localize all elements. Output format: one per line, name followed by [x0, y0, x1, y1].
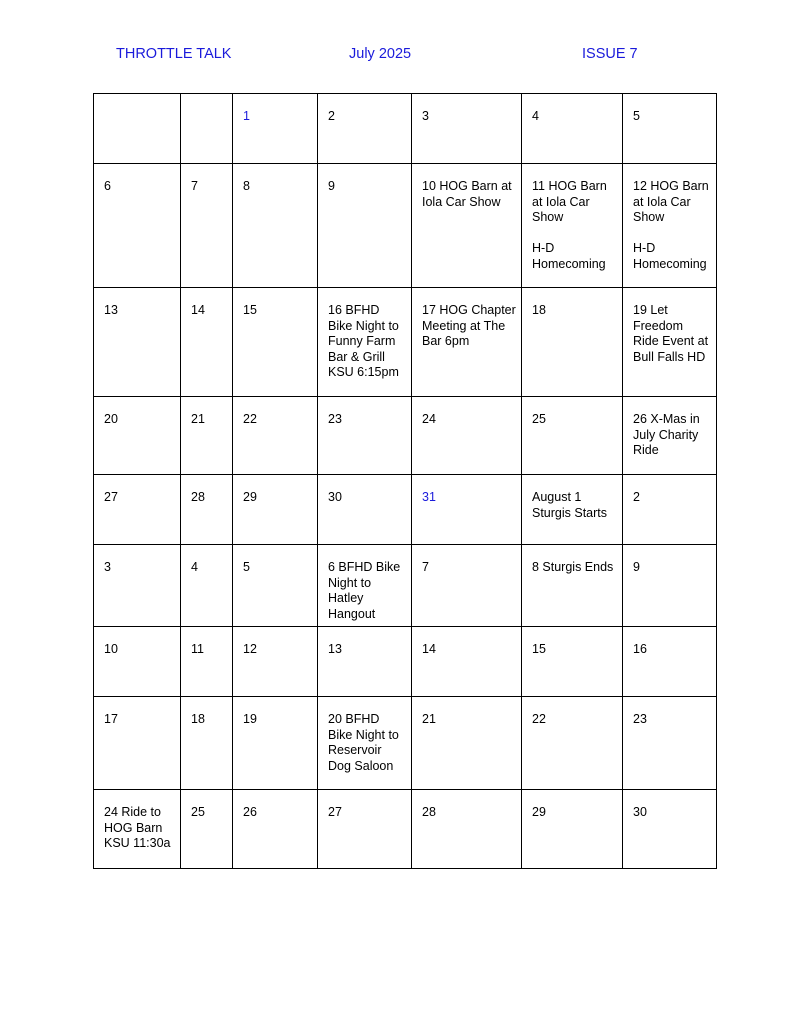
- calendar-week-row: [94, 164, 717, 288]
- calendar-day-text: 22: [243, 412, 257, 426]
- calendar-day-text: 6 BFHD Bike Night to Hatley Hangout: [328, 560, 401, 621]
- calendar-day-text: 12: [243, 642, 257, 656]
- calendar-day-text: 5: [633, 109, 640, 123]
- calendar-day-text: 31: [422, 490, 436, 504]
- calendar-day-cell: [233, 790, 318, 869]
- calendar-week-row: [94, 94, 717, 164]
- calendar-day-text: 10: [104, 642, 118, 656]
- calendar-day-text: 15: [243, 303, 257, 317]
- calendar-day-cell: [318, 94, 412, 164]
- calendar-day-text: 22: [532, 712, 546, 726]
- month-title: July 2025: [349, 46, 412, 62]
- calendar-day-cell: [181, 397, 233, 475]
- calendar-day-cell: [181, 697, 233, 790]
- calendar-day-cell: [522, 475, 623, 545]
- calendar-day-text: 20: [104, 412, 118, 426]
- calendar-day-cell: [94, 288, 181, 397]
- calendar-day-cell: [412, 288, 522, 397]
- calendar-day-text: 2: [633, 490, 640, 504]
- calendar-day-cell: [412, 397, 522, 475]
- calendar-day-cell: [623, 164, 717, 288]
- calendar-day-cell: [412, 475, 522, 545]
- calendar-day-text: 29: [532, 805, 546, 819]
- calendar-day-text: 13: [104, 303, 118, 317]
- calendar-day-cell: [623, 697, 717, 790]
- newsletter-title: THROTTLE TALK: [116, 46, 232, 62]
- calendar-day-text: 21: [191, 412, 205, 426]
- calendar-day-cell: [318, 475, 412, 545]
- calendar-day-cell: [181, 94, 233, 164]
- calendar-day-cell: [623, 790, 717, 869]
- calendar-week-row: [94, 397, 717, 475]
- calendar-day-text: 13: [328, 642, 342, 656]
- calendar-day-cell: [318, 164, 412, 288]
- calendar-day-cell: [181, 164, 233, 288]
- calendar-day-cell: [623, 475, 717, 545]
- calendar-day-text: 8: [243, 179, 250, 193]
- calendar-day-cell: [623, 288, 717, 397]
- calendar-day-text: 14: [191, 303, 205, 317]
- calendar-day-text: 6: [104, 179, 111, 193]
- calendar-day-cell: [318, 697, 412, 790]
- calendar-day-cell: [522, 397, 623, 475]
- calendar-day-cell: [318, 288, 412, 397]
- calendar-day-cell: [181, 627, 233, 697]
- calendar-day-cell: [181, 790, 233, 869]
- calendar-day-text: 19: [243, 712, 257, 726]
- calendar-day-cell: [522, 545, 623, 627]
- calendar-day-cell: [412, 164, 522, 288]
- calendar-day-text: 10 HOG Barn at Iola Car Show: [422, 179, 512, 209]
- calendar-day-cell: [233, 288, 318, 397]
- calendar-day-cell: [94, 475, 181, 545]
- calendar-day-text: 7: [422, 560, 429, 574]
- calendar-day-cell: [181, 545, 233, 627]
- calendar-week-row: [94, 627, 717, 697]
- calendar-day-text: August 1 Sturgis Starts: [532, 490, 608, 520]
- events-calendar: [93, 93, 717, 869]
- calendar-day-text: 9: [328, 179, 335, 193]
- calendar-day-text: 11: [191, 642, 204, 656]
- calendar-day-cell: [233, 94, 318, 164]
- calendar-day-text: 7: [191, 179, 198, 193]
- calendar-day-text: 16: [633, 642, 647, 656]
- calendar-day-text: 3: [422, 109, 429, 123]
- calendar-day-cell: [233, 164, 318, 288]
- calendar-day-cell: [412, 627, 522, 697]
- calendar-day-cell: [522, 697, 623, 790]
- calendar-day-text: 27: [328, 805, 342, 819]
- calendar-day-text: 17: [104, 712, 118, 726]
- calendar-day-cell: [412, 790, 522, 869]
- calendar-day-cell: [412, 545, 522, 627]
- calendar-day-text: 12 HOG Barn at Iola Car Show H-D Homecoming: [633, 179, 709, 271]
- calendar-day-text: 21: [422, 712, 436, 726]
- calendar-week-row: [94, 697, 717, 790]
- calendar-day-text: 17 HOG Chapter Meeting at The Bar 6pm: [422, 303, 516, 348]
- calendar-day-cell: [233, 475, 318, 545]
- calendar-day-text: 4: [191, 560, 198, 574]
- calendar-day-cell: [94, 697, 181, 790]
- calendar-day-cell: [412, 94, 522, 164]
- calendar-day-text: 29: [243, 490, 257, 504]
- calendar-day-cell: [623, 545, 717, 627]
- calendar-day-text: 24 Ride to HOG Barn KSU 11:30a: [104, 805, 171, 850]
- calendar-day-cell: [318, 545, 412, 627]
- calendar-day-text: 26: [243, 805, 257, 819]
- calendar-day-text: 15: [532, 642, 546, 656]
- calendar-day-cell: [623, 397, 717, 475]
- calendar-day-text: 23: [633, 712, 647, 726]
- calendar-day-cell: [94, 545, 181, 627]
- calendar-day-text: 1: [243, 109, 250, 123]
- calendar-day-text: 28: [422, 805, 436, 819]
- calendar-day-text: 4: [532, 109, 539, 123]
- calendar-day-cell: [522, 627, 623, 697]
- calendar-day-cell: [318, 627, 412, 697]
- calendar-day-text: 25: [191, 805, 205, 819]
- calendar-day-cell: [181, 288, 233, 397]
- calendar-day-cell: [94, 94, 181, 164]
- calendar-day-text: 8 Sturgis Ends: [532, 560, 614, 574]
- calendar-day-cell: [522, 94, 623, 164]
- calendar-day-text: 26 X-Mas in July Charity Ride: [633, 412, 700, 457]
- calendar-week-row: [94, 288, 717, 397]
- calendar-day-text: 18: [532, 303, 546, 317]
- calendar-day-text: 30: [328, 490, 342, 504]
- calendar-day-cell: [623, 627, 717, 697]
- calendar-day-cell: [522, 164, 623, 288]
- calendar-day-text: 16 BFHD Bike Night to Funny Farm Bar & Grill KSU 6:15pm: [328, 303, 399, 379]
- calendar-week-row: [94, 790, 717, 869]
- calendar-day-cell: [318, 397, 412, 475]
- calendar-day-cell: [94, 397, 181, 475]
- calendar-day-cell: [233, 627, 318, 697]
- calendar-day-text: 27: [104, 490, 118, 504]
- calendar-day-cell: [233, 397, 318, 475]
- calendar-day-cell: [94, 627, 181, 697]
- calendar-day-text: 30: [633, 805, 647, 819]
- calendar-day-cell: [623, 94, 717, 164]
- calendar-day-cell: [94, 164, 181, 288]
- calendar-day-cell: [412, 697, 522, 790]
- calendar-week-row: [94, 545, 717, 627]
- calendar-day-text: 9: [633, 560, 640, 574]
- calendar-day-text: 5: [243, 560, 250, 574]
- calendar-day-cell: [94, 790, 181, 869]
- calendar-day-text: 11 HOG Barn at Iola Car Show H-D Homecoming: [532, 179, 607, 271]
- calendar-day-cell: [318, 790, 412, 869]
- calendar-day-cell: [233, 697, 318, 790]
- calendar-day-text: 20 BFHD Bike Night to Reservoir Dog Saloon: [328, 712, 399, 773]
- calendar-day-text: 18: [191, 712, 205, 726]
- calendar-day-text: 19 Let Freedom Ride Event at Bull Falls HD: [633, 303, 709, 364]
- calendar-day-text: 2: [328, 109, 335, 123]
- calendar-day-text: 23: [328, 412, 342, 426]
- calendar-day-cell: [181, 475, 233, 545]
- calendar-day-text: 14: [422, 642, 436, 656]
- calendar-day-text: 28: [191, 490, 205, 504]
- calendar-day-text: 25: [532, 412, 546, 426]
- calendar-day-text: 24: [422, 412, 436, 426]
- calendar-day-cell: [233, 545, 318, 627]
- calendar-week-row: [94, 475, 717, 545]
- calendar-day-cell: [522, 790, 623, 869]
- calendar-day-text: 3: [104, 560, 111, 574]
- issue-number: ISSUE 7: [582, 46, 638, 62]
- calendar-day-cell: [522, 288, 623, 397]
